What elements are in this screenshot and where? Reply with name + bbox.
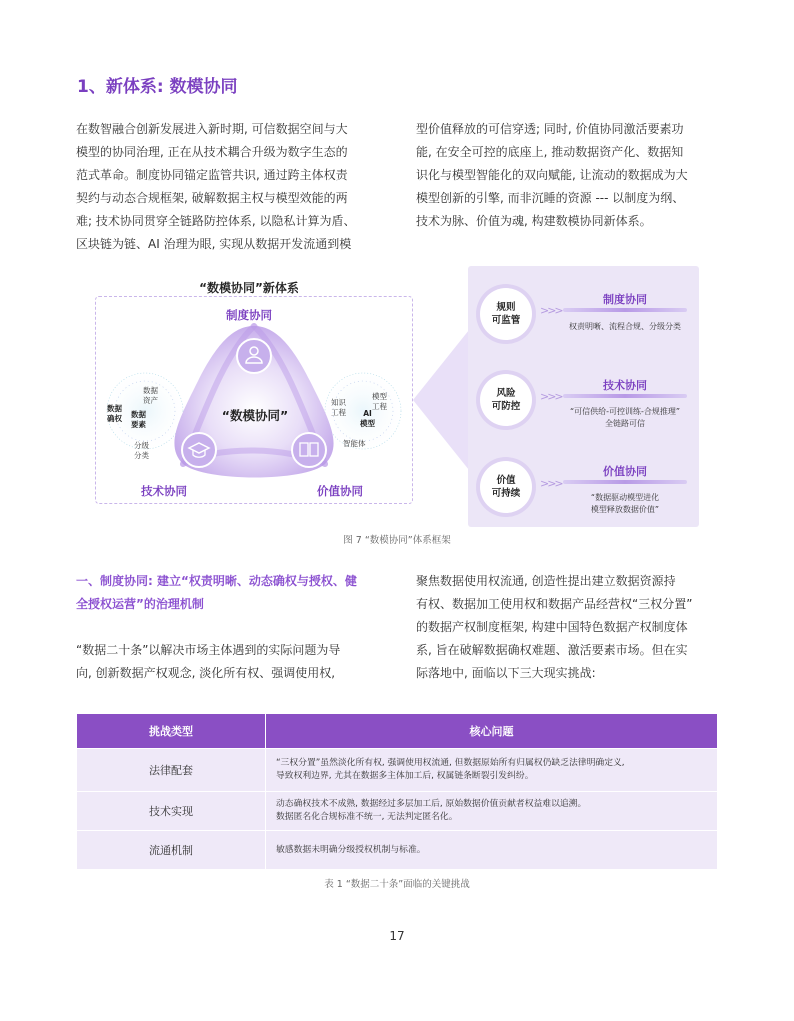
text-line: 向, 创新数据产权观念, 淡化所有权、强调使用权, — [76, 666, 336, 680]
chevrons-right-icon: >>> — [540, 390, 562, 403]
cluster-label-agent: 智能体 — [343, 439, 366, 448]
cluster-label-ai-model: AI 模型 — [360, 409, 375, 428]
section-title: 1、新体系: 数模协同 — [77, 77, 238, 97]
row-3-desc: “数据驱动模型进化 模型释放数据价值” — [590, 493, 660, 514]
table-row — [77, 749, 718, 792]
table-header-cell: 挑战类型 — [77, 714, 266, 749]
cluster-label-data-element: 数据 要素 — [131, 410, 146, 429]
row-3-bar — [563, 480, 687, 484]
text-line: 范式革命。制度协同锚定监管共识, 通过跨主体权责 — [76, 168, 348, 182]
text-line: 识化与模型智能化的双向赋能, 让流动的数据成为大 — [416, 168, 688, 182]
challenges-table — [76, 713, 718, 870]
diagram-title: “数模协同”新体系 — [199, 281, 299, 295]
row-1-title: 制度协同 — [603, 293, 647, 306]
subsection-title — [76, 570, 357, 616]
page-number: 17 — [389, 929, 405, 943]
table-header-cell: 核心问题 — [266, 714, 718, 749]
text-line: 契约与动态合规框架, 破解数据主权与模型效能的两 — [76, 191, 348, 205]
right-label: 价值协同 — [317, 484, 363, 498]
text-line: 难; 技术协同贯穿全链路防控体系, 以隐私计算为盾、 — [76, 214, 356, 228]
row-1-bar — [563, 308, 687, 312]
text-line: 有权、数据加工使用权和数据产品经营权“三权分置” — [416, 597, 693, 611]
text-line: 区块链为链、AI 治理为眼, 实现从数据开发流通到模 — [76, 237, 352, 251]
row-2-bar — [563, 394, 687, 398]
row-2-circle — [480, 374, 532, 426]
cluster-label-classification: 分级 分类 — [134, 441, 149, 460]
row-3-circle — [480, 461, 532, 513]
intro-left-paragraph — [76, 118, 356, 256]
text-line: 全授权运营”的治理机制 — [76, 597, 204, 611]
book-icon — [292, 433, 326, 467]
text-line: 技术为脉、价值为魂, 构建数模协同新体系。 — [416, 214, 652, 228]
row-2-desc: “可信供给-可控训练-合规推理” 全链路可信 — [569, 407, 681, 428]
row-3-title: 价值协同 — [603, 465, 647, 478]
text-line: 模型创新的引擎, 而非沉睡的资源 --- 以制度为纲、 — [416, 191, 685, 205]
row-1-circle — [480, 288, 532, 340]
table-cell-issue: 敏感数据未明确分级授权机制与标准。 — [266, 831, 718, 870]
chevrons-right-icon: >>> — [540, 477, 562, 490]
body-right-paragraph — [416, 570, 692, 685]
text-line: “数据二十条”以解决市场主体遇到的实际问题为导 — [76, 643, 341, 657]
text-line: 型价值释放的可信穿透; 同时, 价值协同激活要素功 — [416, 122, 684, 136]
center-label: “数模协同” — [221, 408, 289, 423]
text-line: 聚焦数据使用权流通, 创造性提出建立数据资源持 — [416, 574, 676, 588]
text-line: 在数智融合创新发展进入新时期, 可信数据空间与大 — [76, 122, 348, 136]
table-row — [77, 831, 718, 870]
graduation-cap-icon — [182, 433, 216, 467]
top-label: 制度协同 — [226, 308, 272, 322]
figure-caption: 图 7 “数模协同”体系框架 — [343, 535, 451, 546]
cluster-label-data-asset: 数据 资产 — [143, 386, 158, 405]
table-cell-type: 技术实现 — [77, 792, 266, 831]
row-2-circle-text: 风险 可防控 — [491, 388, 521, 412]
cluster-label-data-rights: 数据 确权 — [107, 404, 122, 423]
row-2-title: 技术协同 — [603, 379, 647, 392]
body-left-paragraph — [76, 639, 340, 685]
text-line: 系, 旨在破解数据确权难题、激活要素市场。但在实 — [416, 643, 688, 657]
cluster-label-knowledge-engineering: 知识 工程 — [331, 398, 346, 417]
text-line: 一、制度协同: 建立“权责明晰、动态确权与授权、健 — [76, 574, 357, 588]
text-line: 际落地中, 面临以下三大现实挑战: — [416, 666, 596, 680]
table-cell-type: 法律配套 — [77, 749, 266, 792]
intro-right-paragraph — [416, 118, 688, 233]
text-line: 模型的协同治理, 正在从技术耦合升级为数字生态的 — [76, 145, 348, 159]
table-cell-issue: “三权分置”虽然淡化所有权, 强调使用权流通, 但数据原始所有归属权仍缺乏法律明确定义, 导致权利边界, 尤其在数据多主体加工后, 权属链条断裂引发纠纷。 — [266, 749, 718, 792]
text-line: 的数据产权制度框架, 构建中国特色数据产权制度体 — [416, 620, 688, 634]
cluster-label-model-engineering: 模型 工程 — [372, 392, 387, 411]
row-1-desc: 权责明晰、流程合规、分级分类 — [569, 322, 681, 331]
table-caption: 表 1 “数据二十条”面临的关键挑战 — [324, 879, 470, 890]
row-3-circle-text: 价值 可持续 — [491, 475, 521, 499]
text-line: 能, 在安全可控的底座上, 推动数据资产化、数据知 — [416, 145, 684, 159]
person-icon — [237, 339, 271, 373]
table-cell-issue: 动态确权技术不成熟, 数据经过多层加工后, 原始数据价值贡献者权益难以追溯。 数据匿名化合规标准不统一, 无法判定匿名化。 — [266, 792, 718, 831]
light-beam — [413, 330, 469, 470]
left-label: 技术协同 — [141, 484, 187, 498]
row-1-circle-text: 规则 可监管 — [491, 302, 521, 326]
table-row — [77, 792, 718, 831]
chevrons-right-icon: >>> — [540, 304, 562, 317]
table-cell-type: 流通机制 — [77, 831, 266, 870]
table-header-row — [77, 714, 718, 749]
